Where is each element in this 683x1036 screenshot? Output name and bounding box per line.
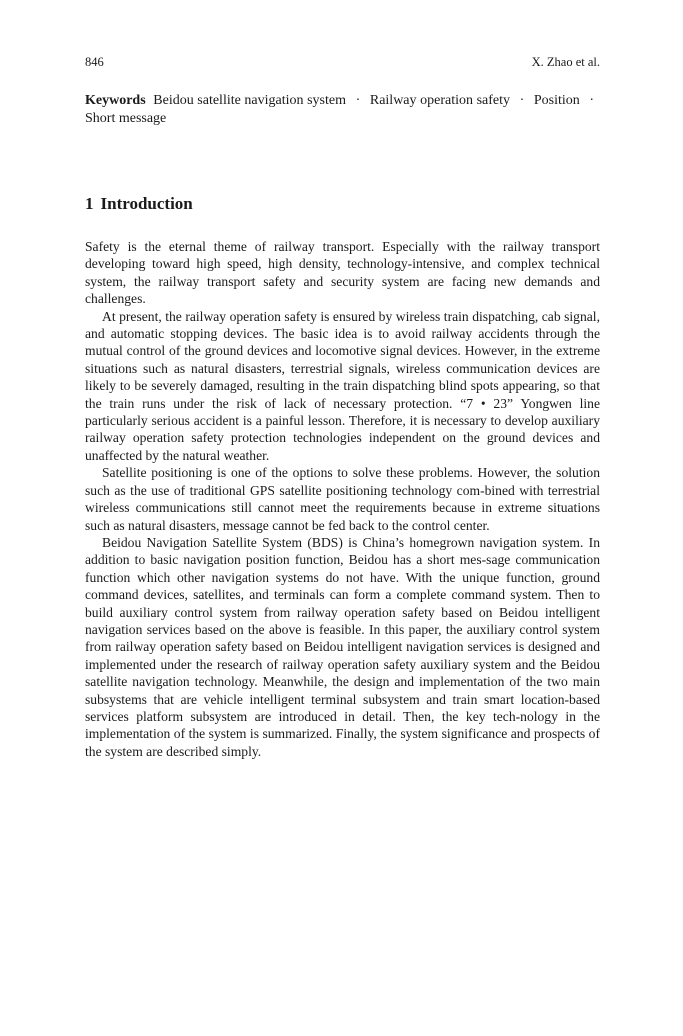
- keyword-item: Position: [533, 93, 580, 108]
- keyword-separator: ·: [589, 93, 595, 108]
- paragraph: Safety is the eternal theme of railway transport. Especially with the railway transport developing toward high speed, high density, technology-intensive, and complex technical system, the railway transport safety and security system are facing new demands and challenges.: [85, 239, 600, 307]
- keywords-label: Keywords: [85, 93, 146, 108]
- keyword-separator: ·: [355, 93, 361, 108]
- section-number: 1: [85, 194, 94, 213]
- section-title: Introduction: [100, 194, 193, 213]
- keyword-item: Short message: [85, 111, 167, 126]
- page-number: 846: [85, 55, 104, 69]
- section-body: [85, 238, 600, 760]
- running-author: X. Zhao et al.: [531, 55, 600, 69]
- paragraph: At present, the railway operation safety is ensured by wireless train dispatching, cab signal, and automatic stopping devices. The basic idea is to avoid railway accidents through the mutual control of the ground devices and locomotive signal devices. However, in the extreme situations such as natural disasters, terrestrial signals, wireless communication devices are likely to be severely damaged, resulting in the train dispatching blind spots appearing, so that the train runs under the risk of lack of necessary protection. “7 • 23” Yongwen line particularly serious accident is a painful lesson. Therefore, it is necessary to develop auxiliary railway operation safety protection technologies independent on the ground devices and unaffected by the natural weather.: [85, 308, 600, 463]
- keywords-block: [85, 92, 600, 128]
- keyword-item: Railway operation safety: [369, 93, 510, 108]
- paragraph: Satellite positioning is one of the options to solve these problems. However, the solution such as the use of traditional GPS satellite positioning technology com-bined with terrestrial wireless communications still cannot meet the requirements because in extreme situations such as natural disasters, message cannot be fed back to the control center.: [85, 465, 600, 533]
- paragraph: Beidou Navigation Satellite System (BDS) is China’s homegrown navigation system. In addition to basic navigation position function, Beidou has a short mes-sage communication function which other navigation systems do not have. With the unique function, ground command devices, satellites, and terminals can form a complete command system. Then to build auxiliary control system from railway operation safety based on Beidou intelligent navigation services based on the above is feasible. In this paper, the auxiliary control system from railway operation safety based on Beidou intelligent navigation services is designed and implemented under the research of railway operation safety auxiliary system and the Beidou satellite navigation technology. Meanwhile, the design and implementation of the two main subsystems that are vehicle intelligent terminal subsystem and train smart location-based services platform subsystem are introduced in detail. Then, the key tech-nology in the implementation of the system is summarized. Finally, the system significance and prospects of the system are described simply.: [85, 534, 600, 759]
- running-header: [85, 55, 600, 70]
- keyword-separator: ·: [519, 93, 525, 108]
- keyword-item: Beidou satellite navigation system: [153, 93, 346, 108]
- section-heading: [85, 194, 193, 214]
